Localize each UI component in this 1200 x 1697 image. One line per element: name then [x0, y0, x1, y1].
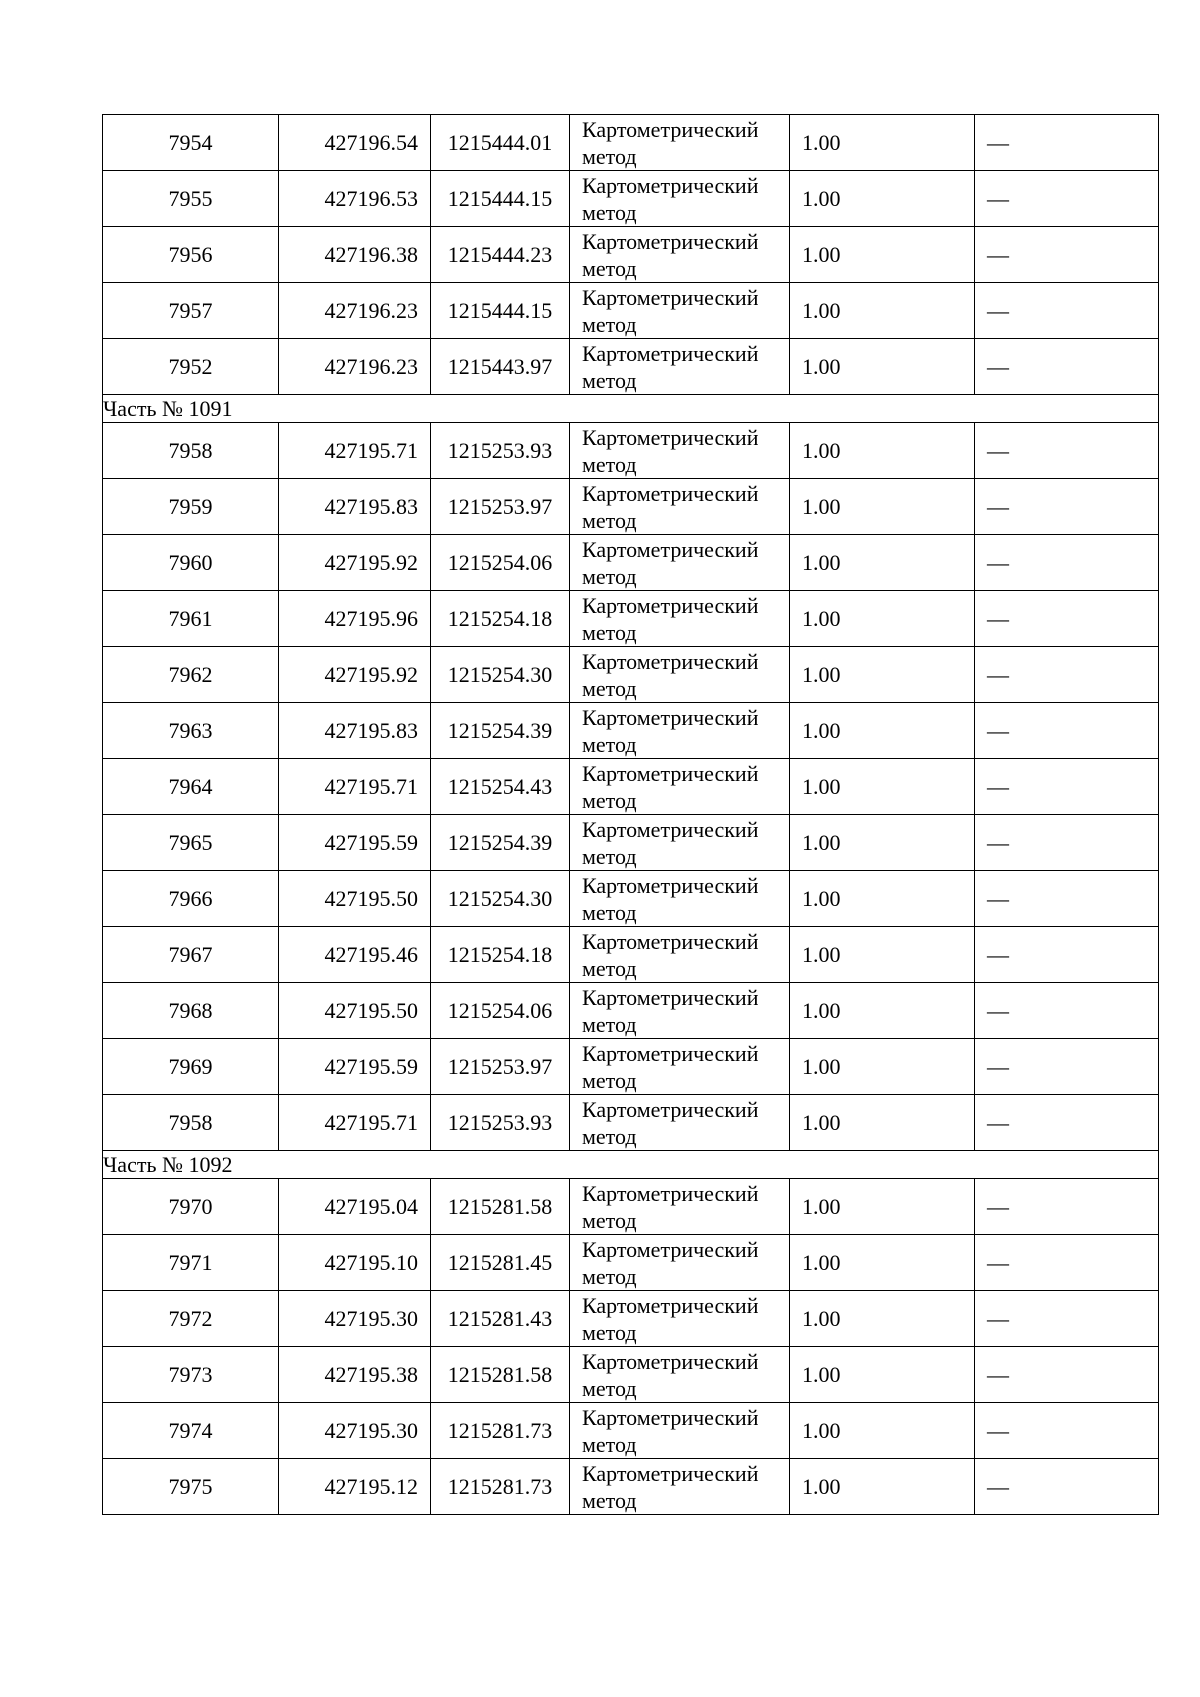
- y-coordinate-cell: 1215254.39: [431, 815, 570, 871]
- accuracy-cell: 1.00: [790, 1179, 975, 1235]
- method-line-2: метод: [582, 1067, 637, 1093]
- point-number-cell: 7958: [103, 1095, 279, 1151]
- accuracy-cell: 1.00: [790, 1291, 975, 1347]
- x-coordinate-cell: 427195.38: [279, 1347, 431, 1403]
- method-line-1: Картометрический: [582, 1292, 759, 1318]
- method-line-2: метод: [582, 1011, 637, 1037]
- y-coordinate-cell: 1215254.39: [431, 703, 570, 759]
- method-line-2: метод: [582, 1123, 637, 1149]
- method-cell: [570, 339, 790, 395]
- y-coordinate-cell: 1215254.30: [431, 871, 570, 927]
- x-coordinate-cell: 427195.92: [279, 535, 431, 591]
- x-coordinate-cell: 427196.53: [279, 171, 431, 227]
- y-coordinate-cell: 1215253.93: [431, 423, 570, 479]
- method-cell: [570, 283, 790, 339]
- table-row: [103, 1291, 1159, 1347]
- accuracy-cell: 1.00: [790, 591, 975, 647]
- accuracy-cell: 1.00: [790, 1039, 975, 1095]
- y-coordinate-cell: 1215444.01: [431, 115, 570, 171]
- point-number-cell: 7970: [103, 1179, 279, 1235]
- method-line-2: метод: [582, 955, 637, 981]
- method-cell: [570, 423, 790, 479]
- accuracy-cell: 1.00: [790, 535, 975, 591]
- method-line-1: Картометрический: [582, 340, 759, 366]
- method-line-2: метод: [582, 255, 637, 281]
- method-cell: [570, 815, 790, 871]
- y-coordinate-cell: 1215254.30: [431, 647, 570, 703]
- method-line-1: Картометрический: [582, 284, 759, 310]
- x-coordinate-cell: 427196.23: [279, 283, 431, 339]
- table-row: [103, 1095, 1159, 1151]
- point-number-cell: 7961: [103, 591, 279, 647]
- x-coordinate-cell: 427195.04: [279, 1179, 431, 1235]
- method-line-2: метод: [582, 451, 637, 477]
- x-coordinate-cell: 427195.83: [279, 479, 431, 535]
- point-number-cell: 7957: [103, 283, 279, 339]
- description-cell: —: [975, 479, 1159, 535]
- point-number-cell: 7973: [103, 1347, 279, 1403]
- description-cell: —: [975, 815, 1159, 871]
- point-number-cell: 7956: [103, 227, 279, 283]
- x-coordinate-cell: 427195.83: [279, 703, 431, 759]
- method-cell: [570, 535, 790, 591]
- method-cell: [570, 927, 790, 983]
- description-cell: —: [975, 283, 1159, 339]
- accuracy-cell: 1.00: [790, 1095, 975, 1151]
- point-number-cell: 7975: [103, 1459, 279, 1515]
- accuracy-cell: 1.00: [790, 703, 975, 759]
- description-cell: —: [975, 115, 1159, 171]
- accuracy-cell: 1.00: [790, 871, 975, 927]
- method-cell: [570, 1039, 790, 1095]
- description-cell: —: [975, 1095, 1159, 1151]
- point-number-cell: 7969: [103, 1039, 279, 1095]
- method-cell: [570, 703, 790, 759]
- table-row: [103, 339, 1159, 395]
- table-row: [103, 703, 1159, 759]
- x-coordinate-cell: 427195.59: [279, 1039, 431, 1095]
- accuracy-cell: 1.00: [790, 759, 975, 815]
- table-row: [103, 227, 1159, 283]
- description-cell: —: [975, 591, 1159, 647]
- point-number-cell: 7954: [103, 115, 279, 171]
- accuracy-cell: 1.00: [790, 815, 975, 871]
- description-cell: —: [975, 1179, 1159, 1235]
- method-line-1: Картометрический: [582, 1460, 759, 1486]
- y-coordinate-cell: 1215281.58: [431, 1347, 570, 1403]
- point-number-cell: 7974: [103, 1403, 279, 1459]
- y-coordinate-cell: 1215281.73: [431, 1403, 570, 1459]
- table-row: [103, 1235, 1159, 1291]
- method-line-1: Картометрический: [582, 816, 759, 842]
- method-cell: [570, 1459, 790, 1515]
- x-coordinate-cell: 427195.92: [279, 647, 431, 703]
- table-row: [103, 535, 1159, 591]
- y-coordinate-cell: 1215254.06: [431, 535, 570, 591]
- point-number-cell: 7964: [103, 759, 279, 815]
- method-line-1: Картометрический: [582, 424, 759, 450]
- point-number-cell: 7958: [103, 423, 279, 479]
- table-row: [103, 171, 1159, 227]
- method-line-2: метод: [582, 1263, 637, 1289]
- method-cell: [570, 647, 790, 703]
- method-line-1: Картометрический: [582, 228, 759, 254]
- accuracy-cell: 1.00: [790, 339, 975, 395]
- description-cell: —: [975, 339, 1159, 395]
- point-number-cell: 7952: [103, 339, 279, 395]
- y-coordinate-cell: 1215443.97: [431, 339, 570, 395]
- description-cell: —: [975, 927, 1159, 983]
- table-row: [103, 759, 1159, 815]
- description-cell: —: [975, 703, 1159, 759]
- description-cell: —: [975, 1347, 1159, 1403]
- point-number-cell: 7959: [103, 479, 279, 535]
- table-row: [103, 1039, 1159, 1095]
- accuracy-cell: 1.00: [790, 283, 975, 339]
- point-number-cell: 7955: [103, 171, 279, 227]
- x-coordinate-cell: 427195.71: [279, 423, 431, 479]
- y-coordinate-cell: 1215281.73: [431, 1459, 570, 1515]
- method-cell: [570, 983, 790, 1039]
- x-coordinate-cell: 427195.59: [279, 815, 431, 871]
- table-row: [103, 871, 1159, 927]
- y-coordinate-cell: 1215444.23: [431, 227, 570, 283]
- accuracy-cell: 1.00: [790, 1235, 975, 1291]
- description-cell: —: [975, 171, 1159, 227]
- method-cell: [570, 1095, 790, 1151]
- description-cell: —: [975, 1403, 1159, 1459]
- method-cell: [570, 227, 790, 283]
- method-line-1: Картометрический: [582, 704, 759, 730]
- table-row: [103, 1403, 1159, 1459]
- y-coordinate-cell: 1215253.97: [431, 479, 570, 535]
- method-line-1: Картометрический: [582, 760, 759, 786]
- method-cell: [570, 591, 790, 647]
- method-line-2: метод: [582, 675, 637, 701]
- method-cell: [570, 479, 790, 535]
- y-coordinate-cell: 1215254.18: [431, 927, 570, 983]
- y-coordinate-cell: 1215254.43: [431, 759, 570, 815]
- section-label: Часть № 1091: [103, 395, 1159, 423]
- description-cell: —: [975, 1459, 1159, 1515]
- method-cell: [570, 1347, 790, 1403]
- method-line-1: Картометрический: [582, 536, 759, 562]
- method-line-1: Картометрический: [582, 648, 759, 674]
- table-row: [103, 1347, 1159, 1403]
- accuracy-cell: 1.00: [790, 423, 975, 479]
- y-coordinate-cell: 1215254.18: [431, 591, 570, 647]
- y-coordinate-cell: 1215444.15: [431, 283, 570, 339]
- point-number-cell: 7960: [103, 535, 279, 591]
- accuracy-cell: 1.00: [790, 1347, 975, 1403]
- x-coordinate-cell: 427195.12: [279, 1459, 431, 1515]
- y-coordinate-cell: 1215253.93: [431, 1095, 570, 1151]
- table-row: [103, 927, 1159, 983]
- method-line-2: метод: [582, 199, 637, 225]
- table-row: [103, 283, 1159, 339]
- description-cell: —: [975, 423, 1159, 479]
- accuracy-cell: 1.00: [790, 1403, 975, 1459]
- accuracy-cell: 1.00: [790, 479, 975, 535]
- method-cell: [570, 1403, 790, 1459]
- method-line-2: метод: [582, 619, 637, 645]
- accuracy-cell: 1.00: [790, 227, 975, 283]
- y-coordinate-cell: 1215444.15: [431, 171, 570, 227]
- method-cell: [570, 759, 790, 815]
- method-line-1: Картометрический: [582, 1404, 759, 1430]
- description-cell: —: [975, 871, 1159, 927]
- section-header-row: [103, 1151, 1159, 1179]
- x-coordinate-cell: 427195.50: [279, 871, 431, 927]
- y-coordinate-cell: 1215281.43: [431, 1291, 570, 1347]
- table-row: [103, 815, 1159, 871]
- description-cell: —: [975, 647, 1159, 703]
- accuracy-cell: 1.00: [790, 983, 975, 1039]
- x-coordinate-cell: 427196.54: [279, 115, 431, 171]
- method-line-2: метод: [582, 1375, 637, 1401]
- method-line-1: Картометрический: [582, 116, 759, 142]
- description-cell: —: [975, 759, 1159, 815]
- table-row: [103, 479, 1159, 535]
- table-row: [103, 1459, 1159, 1515]
- section-label: Часть № 1092: [103, 1151, 1159, 1179]
- method-line-2: метод: [582, 1319, 637, 1345]
- method-line-2: метод: [582, 1431, 637, 1457]
- method-cell: [570, 871, 790, 927]
- coordinates-table: [102, 114, 1159, 1515]
- table-row: [103, 647, 1159, 703]
- method-line-1: Картометрический: [582, 592, 759, 618]
- accuracy-cell: 1.00: [790, 171, 975, 227]
- method-line-1: Картометрический: [582, 872, 759, 898]
- description-cell: —: [975, 227, 1159, 283]
- y-coordinate-cell: 1215281.45: [431, 1235, 570, 1291]
- method-cell: [570, 1179, 790, 1235]
- y-coordinate-cell: 1215281.58: [431, 1179, 570, 1235]
- x-coordinate-cell: 427195.10: [279, 1235, 431, 1291]
- accuracy-cell: 1.00: [790, 115, 975, 171]
- method-line-1: Картометрический: [582, 1096, 759, 1122]
- point-number-cell: 7965: [103, 815, 279, 871]
- description-cell: —: [975, 1039, 1159, 1095]
- method-line-2: метод: [582, 1487, 637, 1513]
- method-line-1: Картометрический: [582, 172, 759, 198]
- method-line-1: Картометрический: [582, 1348, 759, 1374]
- point-number-cell: 7972: [103, 1291, 279, 1347]
- accuracy-cell: 1.00: [790, 1459, 975, 1515]
- point-number-cell: 7967: [103, 927, 279, 983]
- point-number-cell: 7966: [103, 871, 279, 927]
- x-coordinate-cell: 427195.96: [279, 591, 431, 647]
- description-cell: —: [975, 1235, 1159, 1291]
- method-line-1: Картометрический: [582, 1180, 759, 1206]
- x-coordinate-cell: 427195.71: [279, 759, 431, 815]
- method-line-2: метод: [582, 1207, 637, 1233]
- description-cell: —: [975, 1291, 1159, 1347]
- table-row: [103, 1179, 1159, 1235]
- method-line-1: Картометрический: [582, 1040, 759, 1066]
- description-cell: —: [975, 983, 1159, 1039]
- table-row: [103, 983, 1159, 1039]
- y-coordinate-cell: 1215253.97: [431, 1039, 570, 1095]
- x-coordinate-cell: 427195.71: [279, 1095, 431, 1151]
- method-line-2: метод: [582, 143, 637, 169]
- y-coordinate-cell: 1215254.06: [431, 983, 570, 1039]
- method-cell: [570, 171, 790, 227]
- table-row: [103, 115, 1159, 171]
- x-coordinate-cell: 427196.38: [279, 227, 431, 283]
- method-line-1: Картометрический: [582, 1236, 759, 1262]
- method-line-2: метод: [582, 367, 637, 393]
- x-coordinate-cell: 427196.23: [279, 339, 431, 395]
- method-line-1: Картометрический: [582, 928, 759, 954]
- section-header-row: [103, 395, 1159, 423]
- method-line-2: метод: [582, 731, 637, 757]
- method-line-2: метод: [582, 899, 637, 925]
- method-line-2: метод: [582, 507, 637, 533]
- method-line-2: метод: [582, 843, 637, 869]
- table-row: [103, 423, 1159, 479]
- point-number-cell: 7963: [103, 703, 279, 759]
- description-cell: —: [975, 535, 1159, 591]
- point-number-cell: 7962: [103, 647, 279, 703]
- x-coordinate-cell: 427195.30: [279, 1403, 431, 1459]
- x-coordinate-cell: 427195.50: [279, 983, 431, 1039]
- method-cell: [570, 1291, 790, 1347]
- x-coordinate-cell: 427195.46: [279, 927, 431, 983]
- method-line-1: Картометрический: [582, 984, 759, 1010]
- method-cell: [570, 1235, 790, 1291]
- x-coordinate-cell: 427195.30: [279, 1291, 431, 1347]
- method-cell: [570, 115, 790, 171]
- method-line-2: метод: [582, 563, 637, 589]
- table-row: [103, 591, 1159, 647]
- accuracy-cell: 1.00: [790, 927, 975, 983]
- point-number-cell: 7971: [103, 1235, 279, 1291]
- point-number-cell: 7968: [103, 983, 279, 1039]
- accuracy-cell: 1.00: [790, 647, 975, 703]
- method-line-2: метод: [582, 787, 637, 813]
- method-line-1: Картометрический: [582, 480, 759, 506]
- method-line-2: метод: [582, 311, 637, 337]
